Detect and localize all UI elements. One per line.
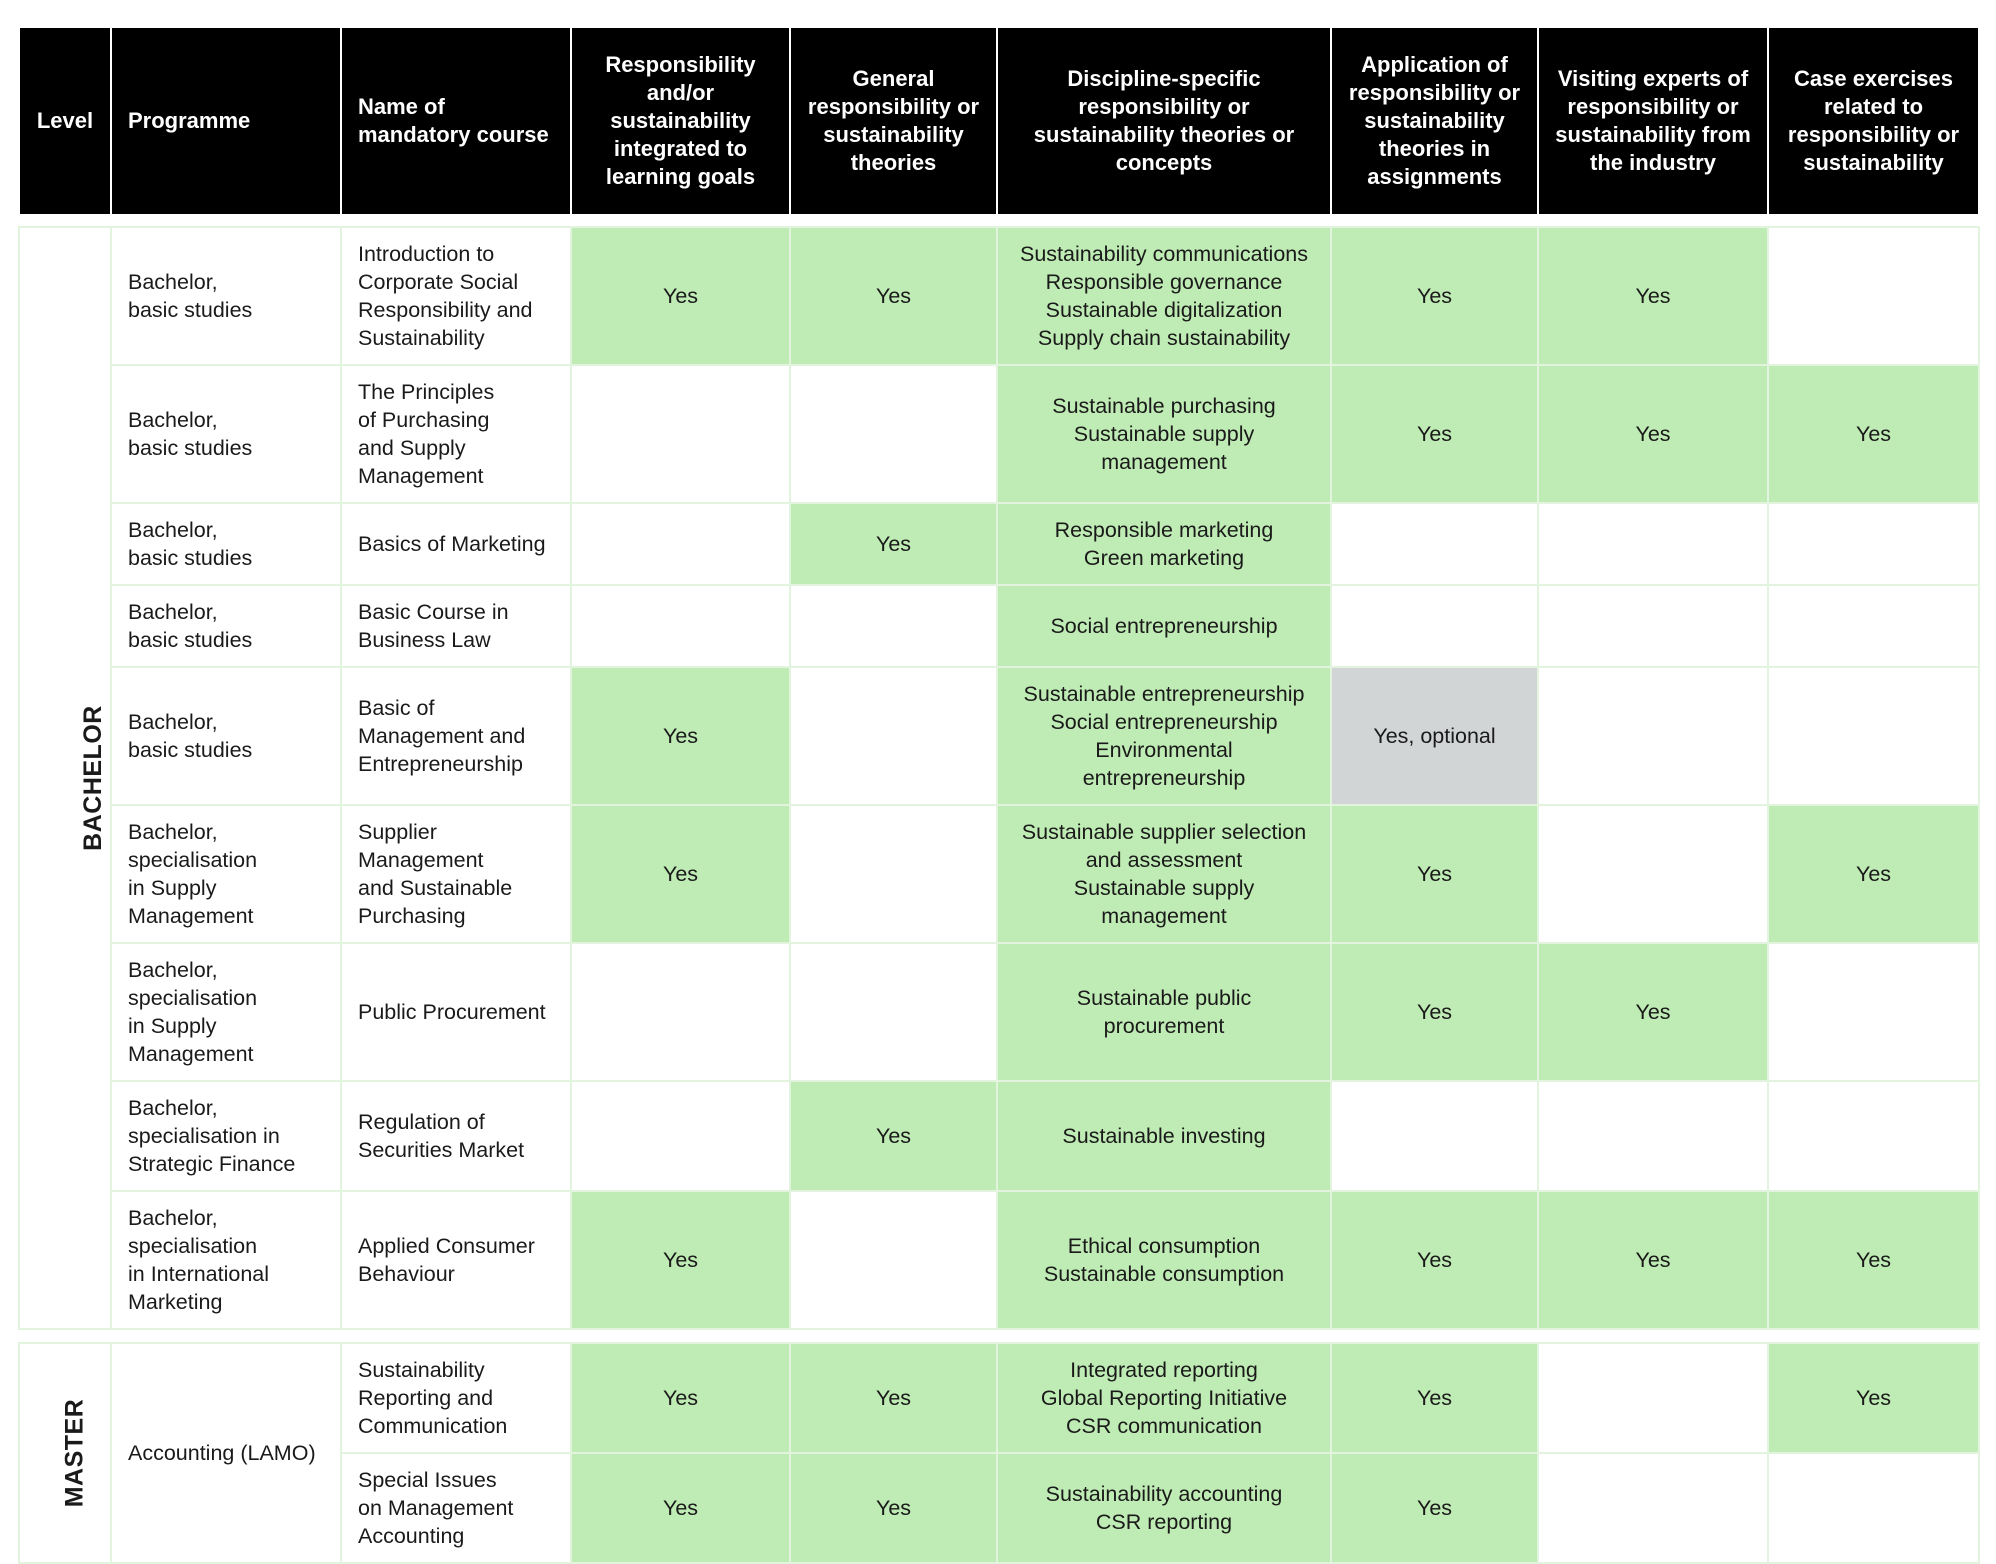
text-line: Sustainable digitalization bbox=[1045, 298, 1283, 322]
application-cell bbox=[1331, 1453, 1538, 1563]
text-line: Management bbox=[358, 848, 484, 872]
text-line: basic studies bbox=[128, 436, 253, 460]
level-cell bbox=[19, 227, 111, 1329]
discipline-theories-cell bbox=[997, 943, 1331, 1081]
master-table bbox=[18, 1342, 1980, 1564]
cell-value: Yes bbox=[1855, 1386, 1892, 1410]
cell-value: Yes bbox=[1855, 862, 1892, 886]
text-line: Sustainability accounting bbox=[1045, 1482, 1283, 1506]
text-line: and Sustainable bbox=[358, 876, 513, 900]
cell-value: Yes bbox=[875, 1124, 912, 1148]
case-exercises-cell bbox=[1768, 1453, 1979, 1563]
text-line: Sustainability bbox=[358, 326, 485, 350]
table-row bbox=[19, 1081, 1979, 1191]
text-line: in Supply bbox=[128, 876, 217, 900]
programme-cell bbox=[111, 1191, 341, 1329]
cell-value: Yes bbox=[1855, 1248, 1892, 1272]
text-line: Bachelor, bbox=[128, 518, 218, 542]
cell-value: Yes bbox=[1416, 1386, 1453, 1410]
case-exercises-cell bbox=[1768, 1191, 1979, 1329]
general-theories-cell bbox=[790, 805, 997, 943]
text-line: Sustainable purchasing bbox=[1052, 394, 1276, 418]
text-line: Basic of bbox=[358, 696, 435, 720]
text-line: Integrated reporting bbox=[1070, 1358, 1258, 1382]
cell-value: Yes bbox=[1416, 1496, 1453, 1520]
header-course: Name of mandatory course bbox=[341, 27, 571, 215]
table-row bbox=[19, 943, 1979, 1081]
text-line: Management and bbox=[358, 724, 526, 748]
learning-goals-cell bbox=[571, 585, 790, 667]
general-theories-cell bbox=[790, 1453, 997, 1563]
text-line: in International bbox=[128, 1262, 270, 1286]
general-theories-cell bbox=[790, 503, 997, 585]
text-line: Accounting bbox=[358, 1524, 465, 1548]
visiting-experts-cell bbox=[1538, 1081, 1768, 1191]
cell-value: Yes bbox=[1635, 1000, 1671, 1024]
general-theories-cell bbox=[790, 585, 997, 667]
discipline-theories-cell bbox=[997, 1081, 1331, 1191]
text-line: Special Issues bbox=[358, 1468, 497, 1492]
text-line: Social entrepreneurship bbox=[1050, 710, 1278, 734]
discipline-theories-cell bbox=[997, 1191, 1331, 1329]
programme-cell bbox=[111, 227, 341, 365]
text-line: Sustainability communications bbox=[1020, 242, 1308, 266]
text-line: Management bbox=[128, 1042, 254, 1066]
general-theories-cell bbox=[790, 365, 997, 503]
text-line: Sustainable investing bbox=[1062, 1124, 1266, 1148]
course-cell bbox=[341, 585, 571, 667]
visiting-experts-cell bbox=[1538, 1191, 1768, 1329]
text-line: The Principles bbox=[358, 380, 495, 404]
course-cell bbox=[341, 805, 571, 943]
cell-value: Yes bbox=[875, 1496, 912, 1520]
course-cell bbox=[341, 503, 571, 585]
general-theories-cell bbox=[790, 1343, 997, 1453]
text-line: CSR communication bbox=[1066, 1414, 1262, 1438]
visiting-experts-cell bbox=[1538, 667, 1768, 805]
text-line: specialisation bbox=[128, 848, 258, 872]
text-line: in Supply bbox=[128, 1014, 217, 1038]
case-exercises-cell bbox=[1768, 943, 1979, 1081]
text-line: Global Reporting Initiative bbox=[1040, 1386, 1288, 1410]
programme-cell bbox=[111, 1081, 341, 1191]
course-cell bbox=[341, 1453, 571, 1563]
cell-value: Yes bbox=[1416, 422, 1453, 446]
text-line: Social entrepreneurship bbox=[1050, 614, 1278, 638]
programme-cell bbox=[111, 1343, 341, 1563]
cell-value: Yes bbox=[1416, 284, 1453, 308]
case-exercises-cell bbox=[1768, 585, 1979, 667]
header-visiting-experts: Visiting experts of responsibility or sustainability from the industry bbox=[1538, 27, 1768, 215]
cell-value: Yes bbox=[1416, 1248, 1453, 1272]
text-line: Responsibility and bbox=[358, 298, 533, 322]
table-row bbox=[19, 503, 1979, 585]
programme-cell bbox=[111, 365, 341, 503]
application-cell bbox=[1331, 227, 1538, 365]
text-line: Basic Course in bbox=[358, 600, 509, 624]
programme-cell bbox=[111, 503, 341, 585]
learning-goals-cell bbox=[571, 667, 790, 805]
text-line: Sustainability bbox=[358, 1358, 485, 1382]
discipline-theories-cell bbox=[997, 503, 1331, 585]
case-exercises-cell bbox=[1768, 227, 1979, 365]
learning-goals-cell bbox=[571, 1343, 790, 1453]
discipline-theories-cell bbox=[997, 585, 1331, 667]
learning-goals-cell bbox=[571, 1453, 790, 1563]
table-row bbox=[19, 1343, 1979, 1453]
visiting-experts-cell bbox=[1538, 585, 1768, 667]
header-row bbox=[19, 27, 1979, 215]
text-line: of Purchasing bbox=[358, 408, 490, 432]
level-cell bbox=[19, 1343, 111, 1563]
text-line: Basics of Marketing bbox=[358, 532, 546, 556]
programme-cell bbox=[111, 667, 341, 805]
table-row bbox=[19, 667, 1979, 805]
text-line: Ethical consumption bbox=[1067, 1234, 1261, 1258]
discipline-theories-cell bbox=[997, 227, 1331, 365]
text-line: CSR reporting bbox=[1095, 1510, 1233, 1534]
application-cell bbox=[1331, 1191, 1538, 1329]
case-exercises-cell bbox=[1768, 667, 1979, 805]
text-line: Supply chain sustainability bbox=[1037, 326, 1291, 350]
text-line: Green marketing bbox=[1083, 546, 1245, 570]
application-cell bbox=[1331, 943, 1538, 1081]
header-learning-goals: Responsibility and/or sustainability integrated to learning goals bbox=[571, 27, 790, 215]
cell-value: Yes bbox=[662, 862, 699, 886]
header-application-assignments: Application of responsibility or sustainability theories in assignments bbox=[1331, 27, 1538, 215]
programme-cell bbox=[111, 943, 341, 1081]
table-row bbox=[19, 805, 1979, 943]
table-row bbox=[19, 227, 1979, 365]
cell-value: Yes bbox=[662, 1386, 699, 1410]
case-exercises-cell bbox=[1768, 1081, 1979, 1191]
cell-value: Yes bbox=[662, 724, 699, 748]
course-cell bbox=[341, 943, 571, 1081]
text-line: Behaviour bbox=[358, 1262, 455, 1286]
text-line: Public Procurement bbox=[358, 1000, 546, 1024]
discipline-theories-cell bbox=[997, 1343, 1331, 1453]
course-cell bbox=[341, 227, 571, 365]
cell-value: Yes bbox=[1635, 1248, 1671, 1272]
learning-goals-cell bbox=[571, 503, 790, 585]
cell-value: Yes bbox=[1416, 862, 1453, 886]
visiting-experts-cell bbox=[1538, 805, 1768, 943]
text-line: Sustainable supplier selection bbox=[1021, 820, 1307, 844]
text-line: and assessment bbox=[1085, 848, 1243, 872]
text-line: specialisation in bbox=[128, 1124, 280, 1148]
text-line: Securities Market bbox=[358, 1138, 525, 1162]
course-cell bbox=[341, 1081, 571, 1191]
application-cell bbox=[1331, 805, 1538, 943]
application-cell bbox=[1331, 1081, 1538, 1191]
text-line: entrepreneurship bbox=[1082, 766, 1246, 790]
text-line: management bbox=[1101, 904, 1227, 928]
table-header bbox=[18, 26, 1980, 216]
text-line: basic studies bbox=[128, 738, 253, 762]
text-line: basic studies bbox=[128, 298, 253, 322]
text-line: Sustainable entrepreneurship bbox=[1023, 682, 1305, 706]
case-exercises-cell bbox=[1768, 1343, 1979, 1453]
visiting-experts-cell bbox=[1538, 943, 1768, 1081]
text-line: Bachelor, bbox=[128, 958, 218, 982]
level-label: MASTER bbox=[60, 1398, 89, 1507]
application-cell bbox=[1331, 503, 1538, 585]
text-line: Bachelor, bbox=[128, 270, 218, 294]
text-line: Bachelor, bbox=[128, 710, 218, 734]
text-line: Corporate Social bbox=[358, 270, 519, 294]
cell-value: Yes bbox=[1635, 284, 1671, 308]
cell-value: Yes, optional bbox=[1373, 724, 1496, 748]
visiting-experts-cell bbox=[1538, 503, 1768, 585]
application-cell bbox=[1331, 365, 1538, 503]
text-line: Strategic Finance bbox=[128, 1152, 296, 1176]
text-line: Bachelor, bbox=[128, 1206, 218, 1230]
text-line: management bbox=[1101, 450, 1227, 474]
programme-cell bbox=[111, 805, 341, 943]
learning-goals-cell bbox=[571, 805, 790, 943]
cell-value: Yes bbox=[662, 1496, 699, 1520]
application-cell bbox=[1331, 1343, 1538, 1453]
case-exercises-cell bbox=[1768, 365, 1979, 503]
course-cell bbox=[341, 1343, 571, 1453]
text-line: procurement bbox=[1103, 1014, 1225, 1038]
general-theories-cell bbox=[790, 1191, 997, 1329]
header-discipline-theories: Discipline-specific responsibility or sustainability theories or concepts bbox=[997, 27, 1331, 215]
header-programme: Programme bbox=[111, 27, 341, 215]
discipline-theories-cell bbox=[997, 667, 1331, 805]
text-line: Communication bbox=[358, 1414, 508, 1438]
cell-value: Yes bbox=[875, 532, 912, 556]
table-row bbox=[19, 585, 1979, 667]
course-cell bbox=[341, 365, 571, 503]
text-line: Sustainable public bbox=[1076, 986, 1252, 1010]
level-label: BACHELOR bbox=[78, 704, 107, 851]
text-line: Sustainable supply bbox=[1073, 422, 1255, 446]
header-case-exercises: Case exercises related to responsibility or sustainability bbox=[1768, 27, 1979, 215]
discipline-theories-cell bbox=[997, 1453, 1331, 1563]
text-line: Sustainable consumption bbox=[1043, 1262, 1285, 1286]
learning-goals-cell bbox=[571, 1191, 790, 1329]
case-exercises-cell bbox=[1768, 805, 1979, 943]
text-line: Management bbox=[358, 464, 484, 488]
text-line: specialisation bbox=[128, 986, 258, 1010]
visiting-experts-cell bbox=[1538, 227, 1768, 365]
text-line: Sustainable supply bbox=[1073, 876, 1255, 900]
application-cell bbox=[1331, 585, 1538, 667]
text-line: basic studies bbox=[128, 546, 253, 570]
text-line: Bachelor, bbox=[128, 820, 218, 844]
table-row bbox=[19, 365, 1979, 503]
general-theories-cell bbox=[790, 943, 997, 1081]
text-line: basic studies bbox=[128, 628, 253, 652]
cell-value: Yes bbox=[662, 1248, 699, 1272]
text-line: Responsible marketing bbox=[1054, 518, 1274, 542]
text-line: Supplier bbox=[358, 820, 437, 844]
text-line: Introduction to bbox=[358, 242, 495, 266]
cell-value: Yes bbox=[1855, 422, 1892, 446]
text-line: Marketing bbox=[128, 1290, 223, 1314]
programme-cell bbox=[111, 585, 341, 667]
text-line: Purchasing bbox=[358, 904, 466, 928]
text-line: Bachelor, bbox=[128, 1096, 218, 1120]
table-row bbox=[19, 1191, 1979, 1329]
learning-goals-cell bbox=[571, 227, 790, 365]
visiting-experts-cell bbox=[1538, 1453, 1768, 1563]
header-general-theories: General responsibility or sustainability theories bbox=[790, 27, 997, 215]
case-exercises-cell bbox=[1768, 503, 1979, 585]
learning-goals-cell bbox=[571, 943, 790, 1081]
text-line: Accounting (LAMO) bbox=[128, 1441, 316, 1465]
general-theories-cell bbox=[790, 1081, 997, 1191]
text-line: Applied Consumer bbox=[358, 1234, 535, 1258]
learning-goals-cell bbox=[571, 1081, 790, 1191]
course-cell bbox=[341, 1191, 571, 1329]
cell-value: Yes bbox=[875, 284, 912, 308]
text-line: Responsible governance bbox=[1045, 270, 1283, 294]
cell-value: Yes bbox=[662, 284, 699, 308]
cell-value: Yes bbox=[1635, 422, 1671, 446]
application-cell bbox=[1331, 667, 1538, 805]
general-theories-cell bbox=[790, 667, 997, 805]
course-cell bbox=[341, 667, 571, 805]
text-line: Environmental bbox=[1095, 738, 1233, 762]
text-line: Entrepreneurship bbox=[358, 752, 523, 776]
visiting-experts-cell bbox=[1538, 365, 1768, 503]
discipline-theories-cell bbox=[997, 365, 1331, 503]
text-line: Management bbox=[128, 904, 254, 928]
text-line: Business Law bbox=[358, 628, 491, 652]
discipline-theories-cell bbox=[997, 805, 1331, 943]
text-line: and Supply bbox=[358, 436, 466, 460]
text-line: specialisation bbox=[128, 1234, 258, 1258]
visiting-experts-cell bbox=[1538, 1343, 1768, 1453]
bachelor-table bbox=[18, 226, 1980, 1330]
header-level: Level bbox=[19, 27, 111, 215]
text-line: Regulation of bbox=[358, 1110, 485, 1134]
general-theories-cell bbox=[790, 227, 997, 365]
text-line: Reporting and bbox=[358, 1386, 494, 1410]
text-line: on Management bbox=[358, 1496, 514, 1520]
learning-goals-cell bbox=[571, 365, 790, 503]
cell-value: Yes bbox=[875, 1386, 912, 1410]
text-line: Bachelor, bbox=[128, 600, 218, 624]
text-line: Bachelor, bbox=[128, 408, 218, 432]
cell-value: Yes bbox=[1416, 1000, 1453, 1024]
